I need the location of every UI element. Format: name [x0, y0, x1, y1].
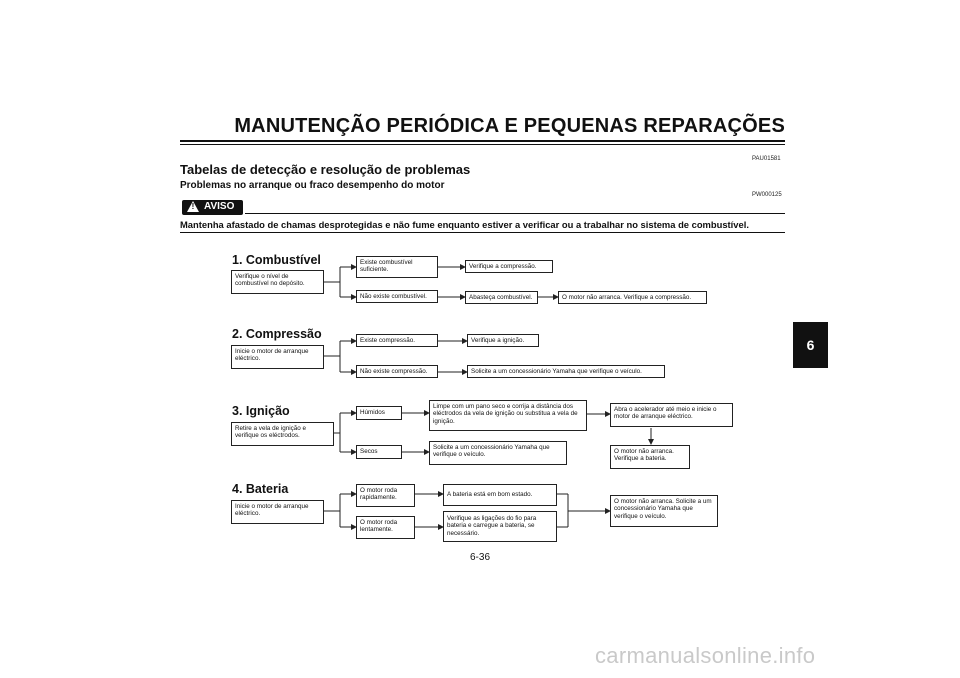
ignition-wet-action-box: Limpe com um pano seco e corrija a distância dos eléctrodos da vela de ignição ou substitua a vela de ignição.: [429, 400, 587, 431]
section-subheading: Problemas no arranque ou fraco desempenho do motor: [180, 180, 445, 191]
compression-no-box: Não existe compressão.: [356, 365, 438, 378]
fuel-no-action-box: Abasteça combustível.: [465, 291, 538, 304]
ref-code-1: PAU01581: [752, 156, 781, 162]
ignition-wet-result-box: O motor não arranca. Verifique a bateria.: [610, 445, 690, 469]
page-number: 6-36: [470, 552, 491, 563]
compression-no-action-box: Solicite a um concessionário Yamaha que verifique o veículo.: [467, 365, 665, 378]
compression-start-box: Inicie o motor de arranque eléctrico.: [231, 345, 324, 369]
ignition-wet-box: Húmidos: [356, 406, 402, 420]
battery-slow-box: O motor roda lentamente.: [356, 516, 415, 539]
compression-yes-box: Existe compressão.: [356, 334, 438, 347]
chapter-tab: 6: [793, 322, 828, 368]
compression-section-title: 2. Compressão: [232, 327, 322, 341]
ignition-section-title: 3. Ignição: [232, 404, 290, 418]
battery-start-box: Inicie o motor de arranque eléctrico.: [231, 500, 324, 524]
battery-fast-action-box: A bateria está em bom estado.: [443, 484, 557, 506]
ignition-wet-next-box: Abra o acelerador até meio e inicie o motor de arranque eléctrico.: [610, 403, 733, 427]
battery-result-box: O motor não arranca. Solicite a um concessionário Yamaha que verifique o veículo.: [610, 495, 718, 527]
fuel-no-box: Não existe combustível.: [356, 290, 438, 303]
warning-badge-label: AVISO: [204, 201, 235, 212]
watermark: carmanualsonline.info: [595, 643, 816, 668]
ignition-dry-box: Secos: [356, 445, 402, 459]
ref-code-2: PW000125: [752, 192, 782, 198]
fuel-no-result-box: O motor não arranca. Verifique a compressão.: [558, 291, 707, 304]
battery-fast-box: O motor roda rapidamente.: [356, 484, 415, 507]
page-header-title: MANUTENÇÃO PERIÓDICA E PEQUENAS REPARAÇÕES: [234, 115, 785, 137]
battery-section-title: 4. Bateria: [232, 482, 289, 496]
warning-badge: ! AVISO: [182, 200, 243, 215]
compression-yes-action-box: Verifique a ignição.: [467, 334, 539, 347]
ignition-dry-action-box: Solicite a um concessionário Yamaha que verifique o veículo.: [429, 441, 567, 465]
fuel-yes-action-box: Verifique a compressão.: [465, 260, 553, 273]
fuel-start-box: Verifique o nível de combustível no depósito.: [231, 270, 324, 294]
warning-text: Mantenha afastado de chamas desprotegidas e não fume enquanto estiver a verificar ou a trabalhar no sistema de combustível.: [180, 219, 749, 230]
fuel-yes-box: Existe combustível suficiente.: [356, 256, 438, 278]
fuel-section-title: 1. Combustível: [232, 253, 321, 267]
battery-slow-action-box: Verifique as ligações do fio para bateria e carregue a bateria, se necessário.: [443, 511, 557, 542]
ignition-start-box: Retire a vela de ignição e verifique os eléctrodos.: [231, 422, 334, 446]
section-heading: Tabelas de detecção e resolução de problemas: [180, 162, 471, 177]
